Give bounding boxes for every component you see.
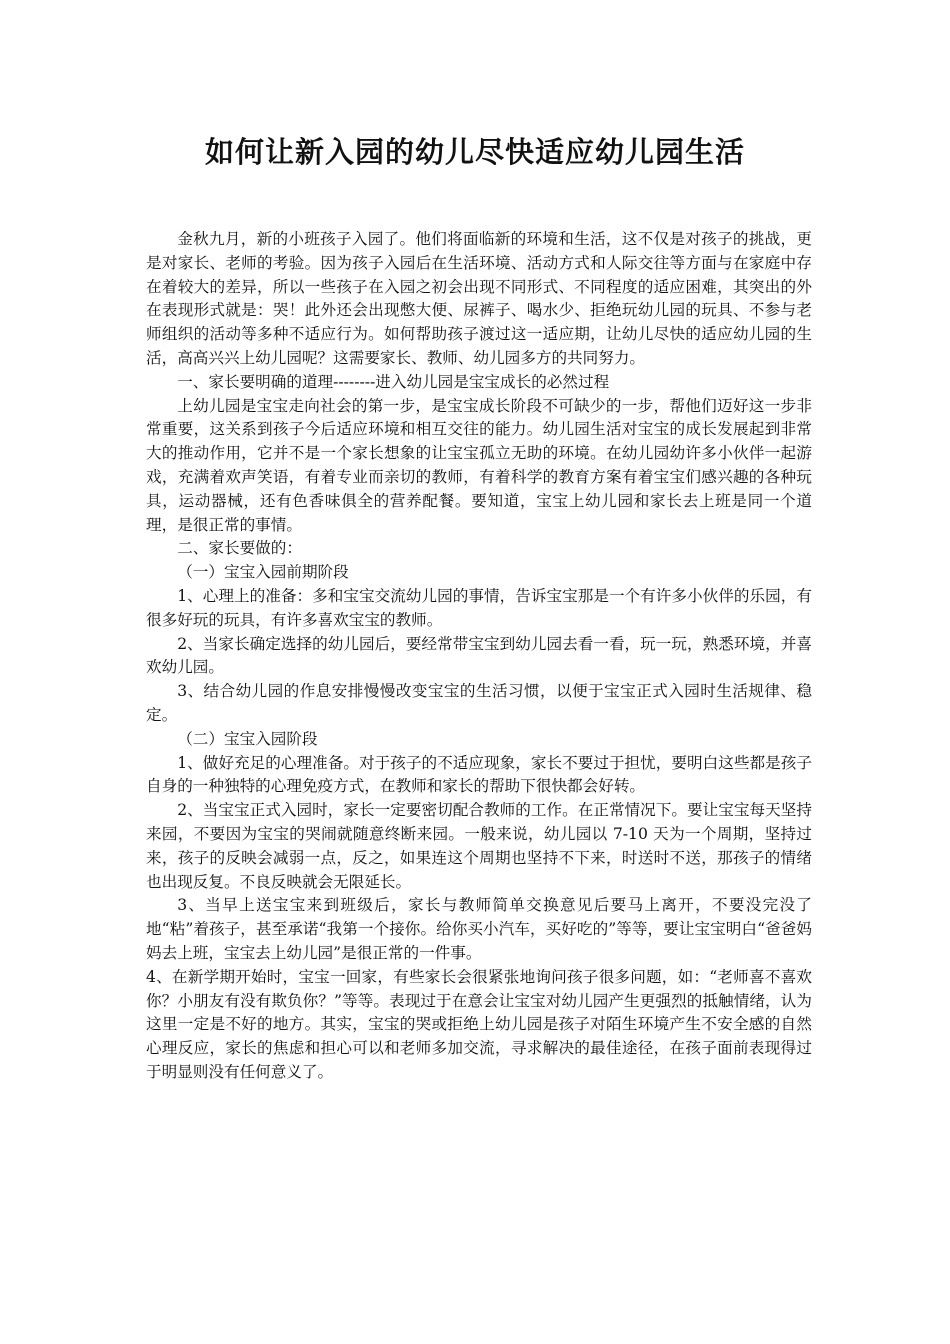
section-1-paragraph: 上幼儿园是宝宝走向社会的第一步，是宝宝成长阶段不可缺少的一步，帮他们迈好这一步非常重要，这关系到孩子今后适应环境和相互交往的能力。幼儿园生活对宝宝的成长发展起到非常大的推动作用，它并不是一个家长想象的让宝宝孤立无助的环境。在幼儿园幼许多小伙伴一起游戏，充满着欢声笑语，有着专业而亲切的教师，有着科学的教育方案有着宝宝们感兴趣的各种玩具，运动器械，还有色香味俱全的营养配餐。要知道，宝宝上幼儿园和家长去上班是同一个道理，是很正常的事情。 [146, 396, 812, 534]
section-heading-2: 二、家长要做的： [177, 539, 302, 558]
section-heading-1: 一、家长要明确的道理--------进入幼儿园是宝宝成长的必然过程 [177, 372, 610, 391]
entry-item-4: 4、在新学期开始时，宝宝一回家，有些家长会很紧张地询问孩子很多问题，如：“老师喜不喜欢你？小朋友有没有欺负你？”等等。表现过于在意会让宝宝对幼儿园产生更强烈的抵触情绪，认为这里一定是不好的地方。其实，宝宝的哭或拒绝上幼儿园是孩子对陌生环境产生不安全感的自然心理反应，家长的焦虑和担心可以和老师多加交流，寻求解决的最佳途径，在孩子面前表现得过于明显则没有任何意义了。 [146, 967, 812, 1081]
subsection-heading-entry: （二）宝宝入园阶段 [177, 729, 318, 748]
intro-paragraph: 金秋九月，新的小班孩子入园了。他们将面临新的环境和生活，这不仅是对孩子的挑战，更是对家长、老师的考验。因为孩子入园后在生活环境、活动方式和人际交往等方面与在家庭中存在着较大的差异，所以一些孩子在入园之初会出现不同形式、不同程度的适应困难，其突出的外在表现形式就是：哭！此外还会出现憋大便、尿裤子、喝水少、拒绝玩幼儿园的玩具、不参与老师组织的活动等多种不适应行为。如何帮助孩子渡过这一适应期，让幼儿尽快的适应幼儿园的生活，高高兴兴上幼儿园呢？这需要家长、教师、幼儿园多方的共同努力。 [146, 230, 812, 367]
pre-entry-item-3: 3、结合幼儿园的作息安排慢慢改变宝宝的生活习惯，以便于宝宝正式入园时生活规律、稳定。 [146, 682, 812, 724]
document-title: 如何让新入园的幼儿尽快适应幼儿园生活 [204, 135, 745, 169]
entry-item-1: 1、做好充足的心理准备。对于孩子的不适应现象，家长不要过于担忧，要明白这些都是孩子自身的一种独特的心理免疫方式，在教师和家长的帮助下很快都会好转。 [146, 753, 812, 796]
subsection-heading-pre-entry: （一）宝宝入园前期阶段 [177, 563, 349, 582]
document-body [146, 228, 812, 1085]
pre-entry-item-1: 1、心理上的准备：多和宝宝交流幼儿园的事情，告诉宝宝那是一个有许多小伙伴的乐园，有很多好玩的玩具，有许多喜欢宝宝的教师。 [146, 586, 812, 629]
pre-entry-item-2: 2、当家长确定选择的幼儿园后，要经常带宝宝到幼儿园去看一看，玩一玩，熟悉环境，并喜欢幼儿园。 [146, 634, 812, 677]
entry-item-3: 3、当早上送宝宝来到班级后，家长与教师简单交换意见后要马上离开，不要没完没了地“粘”着孩子，甚至承诺“我第一个接你。给你买小汽车，买好吃的”等等，要让宝宝明白“爸爸妈妈去上班，宝宝去上幼儿园”是很正常的一件事。 [146, 896, 812, 962]
entry-item-2: 2、当宝宝正式入园时，家长一定要密切配合教师的工作。在正常情况下。要让宝宝每天坚持来园，不要因为宝宝的哭闹就随意终断来园。一般来说，幼儿园以 7-10 天为一个周期，坚持过来，孩子的反映会减弱一点，反之，如果连这个周期也坚持不下来，时送时不送，那孩子的情绪也出现反复。不良反映就会无限延长。 [146, 801, 812, 891]
